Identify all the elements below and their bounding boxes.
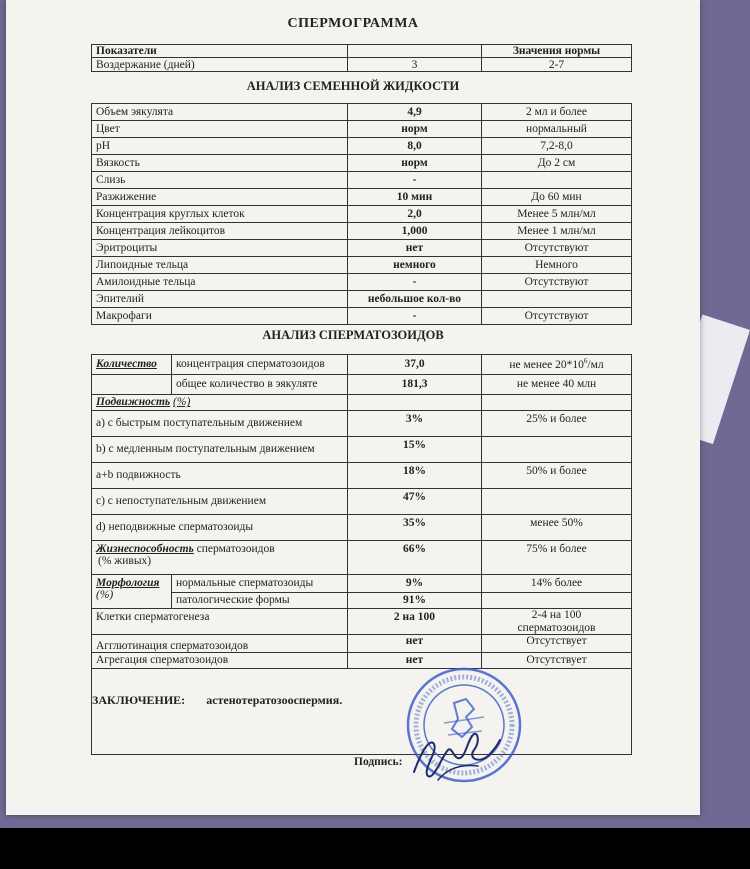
fluid-param-value: немного [348, 257, 482, 274]
table-row [92, 395, 632, 411]
table-row [92, 121, 632, 138]
morphology-normal-value: 9% [348, 575, 482, 593]
fluid-param-value: норм [348, 155, 482, 172]
header-table [91, 44, 632, 72]
fluid-param-label: Объем эякулята [92, 104, 348, 121]
col-value-header-empty [348, 45, 482, 58]
motility-category-value: 18% [348, 463, 482, 489]
conclusion-label: ЗАКЛЮЧЕНИЕ: [92, 693, 186, 707]
fluid-param-value: 8,0 [348, 138, 482, 155]
sperm-section-title: АНАЛИЗ СПЕРМАТОЗОИДОВ [262, 328, 444, 342]
table-row [92, 541, 632, 575]
morphology-pathological-norm [482, 593, 632, 609]
concentration-value: 37,0 [348, 355, 482, 375]
table-row [92, 155, 632, 172]
fluid-param-norm: Менее 1 млн/мл [482, 223, 632, 240]
morphology-label: Морфология (%) [92, 575, 172, 609]
table-row [92, 240, 632, 257]
fluid-param-norm: нормальный [482, 121, 632, 138]
table-row [92, 489, 632, 515]
motility-category-value: 3% [348, 411, 482, 437]
agglutination-norm: Отсутствует [482, 635, 632, 653]
total-count-norm: не менее 40 млн [482, 375, 632, 395]
fluid-param-label: Слизь [92, 172, 348, 189]
motility-category-value: 47% [348, 489, 482, 515]
table-row [92, 206, 632, 223]
table-row [92, 172, 632, 189]
motility-category-label: a+b подвижность [92, 463, 348, 489]
motility-header-value [348, 395, 482, 411]
table-row [92, 308, 632, 325]
signature-icon [408, 720, 503, 785]
fluid-param-norm [482, 172, 632, 189]
table-row [92, 189, 632, 206]
table-row [92, 257, 632, 274]
fluid-param-norm: Менее 5 млн/мл [482, 206, 632, 223]
fluid-param-value: - [348, 172, 482, 189]
fluid-section-title: АНАЛИЗ СЕМЕННОЙ ЖИДКОСТИ [246, 79, 460, 93]
motility-category-norm: менее 50% [482, 515, 632, 541]
motility-category-label: a) с быстрым поступательным движением [92, 411, 348, 437]
table-row [92, 355, 632, 375]
total-count-value: 181,3 [348, 375, 482, 395]
agglutination-value: нет [348, 635, 482, 653]
fluid-param-label: Цвет [92, 121, 348, 138]
morphology-normal-norm: 14% более [482, 575, 632, 593]
fluid-param-norm: До 2 см [482, 155, 632, 172]
total-count-label: общее количество в эякуляте [172, 375, 348, 395]
fluid-param-value: небольшое кол-во [348, 291, 482, 308]
spermatogenesis-label: Клетки сперматогенеза [92, 609, 348, 635]
signature-label: Подпись: [354, 756, 403, 768]
fluid-param-label: Эпителий [92, 291, 348, 308]
aggregation-value: нет [348, 653, 482, 669]
viability-norm: 75% и более [482, 541, 632, 575]
conclusion-value: астенотератозооспермия. [206, 693, 343, 707]
conclusion-box [92, 669, 632, 755]
motility-header-norm [482, 395, 632, 411]
conclusion-row [92, 669, 632, 755]
motility-category-label: c) с непоступательным движением [92, 489, 348, 515]
fluid-param-label: Концентрация лейкоцитов [92, 223, 348, 240]
motility-category-value: 15% [348, 437, 482, 463]
fluid-param-label: Амилоидные тельца [92, 274, 348, 291]
fluid-param-label: Макрофаги [92, 308, 348, 325]
motility-category-label: d) неподвижные сперматозоиды [92, 515, 348, 541]
fluid-param-value: 10 мин [348, 189, 482, 206]
table-row [92, 375, 632, 395]
fluid-param-value: норм [348, 121, 482, 138]
viability-value: 66% [348, 541, 482, 575]
abstinence-value: 3 [348, 58, 482, 72]
fluid-param-norm: 2 мл и более [482, 104, 632, 121]
quantity-label: Количество [92, 355, 172, 375]
table-row [92, 653, 632, 669]
fluid-param-norm: Отсутствуют [482, 274, 632, 291]
morphology-pathological-value: 91% [348, 593, 482, 609]
fluid-param-value: 4,9 [348, 104, 482, 121]
motility-category-norm [482, 437, 632, 463]
quantity-label-cont [92, 375, 172, 395]
motility-header: Подвижность (%) [92, 395, 348, 411]
motility-category-norm: 25% и более [482, 411, 632, 437]
fluid-param-label: pH [92, 138, 348, 155]
conclusion [92, 693, 342, 708]
concentration-norm: не менее $20*10^6/мл$ [482, 355, 632, 375]
fluid-param-norm: До 60 мин [482, 189, 632, 206]
table-row [92, 609, 632, 635]
fluid-param-value: 2,0 [348, 206, 482, 223]
viability-label: Жизнеспособность сперматозоидов (% живых) [92, 541, 348, 575]
table-row [92, 575, 632, 593]
spermogram-document [6, 0, 700, 815]
table-row [92, 463, 632, 489]
fluid-param-value: нет [348, 240, 482, 257]
fluid-param-norm: 7,2-8,0 [482, 138, 632, 155]
fluid-param-label: Липоидные тельца [92, 257, 348, 274]
fluid-param-label: Вязкость [92, 155, 348, 172]
fluid-param-norm: Немного [482, 257, 632, 274]
table-row [92, 635, 632, 653]
table-row [92, 411, 632, 437]
morphology-pathological-label: патологические формы [172, 593, 348, 609]
fluid-analysis-table [91, 103, 632, 325]
fluid-param-value: 1,000 [348, 223, 482, 240]
table-row [92, 223, 632, 240]
fluid-param-value: - [348, 274, 482, 291]
aggregation-norm: Отсутствует [482, 653, 632, 669]
motility-category-norm [482, 489, 632, 515]
spermatogenesis-value: 2 на 100 [348, 609, 482, 635]
abstinence-norm: 2-7 [482, 58, 632, 72]
fluid-param-label: Разжижение [92, 189, 348, 206]
fluid-param-label: Концентрация круглых клеток [92, 206, 348, 223]
col-indicators-header: Показатели [92, 45, 348, 58]
table-row [92, 291, 632, 308]
table-row [92, 274, 632, 291]
aggregation-label: Агрегация сперматозоидов [92, 653, 348, 669]
fluid-param-norm: Отсутствуют [482, 308, 632, 325]
table-row [92, 104, 632, 121]
fluid-param-norm: Отсутствуют [482, 240, 632, 257]
motility-category-label: b) с медленным поступательным движением [92, 437, 348, 463]
fluid-param-value: - [348, 308, 482, 325]
fluid-param-norm [482, 291, 632, 308]
table-row [92, 138, 632, 155]
motility-category-norm: 50% и более [482, 463, 632, 489]
morphology-normal-label: нормальные сперматозоиды [172, 575, 348, 593]
concentration-label: концентрация сперматозоидов [172, 355, 348, 375]
table-row [92, 515, 632, 541]
spermatogenesis-norm: 2-4 на 100 сперматозоидов [482, 609, 632, 635]
table-row [92, 593, 632, 609]
bottom-black-bar [0, 828, 750, 869]
agglutination-label: Агглютинация сперматозоидов [92, 635, 348, 653]
col-norms-header: Значения нормы [482, 45, 632, 58]
motility-category-value: 35% [348, 515, 482, 541]
document-title: СПЕРМОГРАММА [287, 16, 419, 31]
fluid-param-label: Эритроциты [92, 240, 348, 257]
table-row [92, 437, 632, 463]
abstinence-label: Воздержание (дней) [92, 58, 348, 72]
